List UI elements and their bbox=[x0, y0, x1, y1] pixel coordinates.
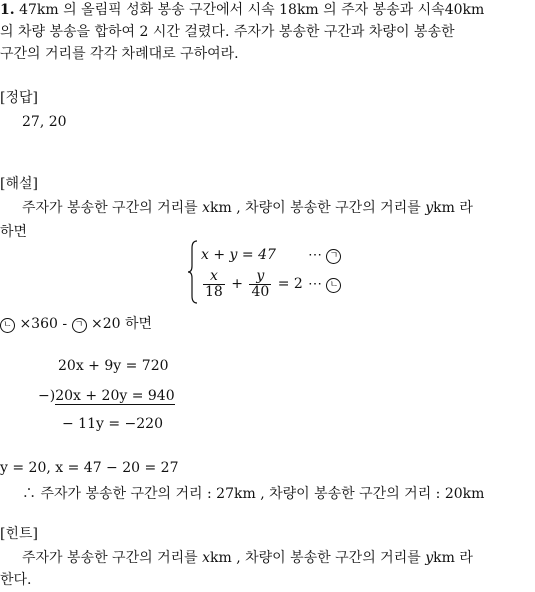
step-text-a: ×360 - bbox=[19, 316, 72, 332]
explanation-text-a: 주자가 봉송한 구간의 거리를 bbox=[22, 200, 203, 216]
answer-header: [정답] bbox=[0, 90, 38, 106]
plus-sign: + bbox=[231, 276, 244, 292]
equation-2-rhs: = 2 bbox=[277, 276, 303, 292]
equation-2 bbox=[201, 268, 303, 300]
calc-line-2-text: 20x + 20y = 940 bbox=[55, 388, 175, 404]
elimination-step bbox=[0, 314, 152, 334]
hint-text-c: km 라 bbox=[433, 550, 473, 566]
problem-text-2: 의 차량 봉송을 합하여 2 시간 걸렸다. 주자가 봉송한 구간과 차량이 봉송한 bbox=[0, 24, 455, 40]
equation-2-ref bbox=[308, 274, 341, 294]
hint-text-a: 주자가 봉송한 구간의 거리를 bbox=[22, 550, 203, 566]
problem-line-1 bbox=[0, 0, 484, 20]
problem-text-1: 47km 의 올림픽 성화 봉송 구간에서 시속 18km 의 주자 봉송과 시속40km bbox=[19, 2, 485, 18]
problem-number: 1. bbox=[0, 2, 15, 18]
therefore-line: ∴ 주자가 봉송한 구간의 거리 : 27km , 차량이 봉송한 구간의 거리 : 20km bbox=[22, 486, 485, 502]
hint-text-b: km , 차량이 봉송한 구간의 거리를 bbox=[210, 550, 426, 566]
fraction-y-40: $\frac{y}{40}$ bbox=[251, 267, 270, 300]
circled-giyeok-icon: ㄱ bbox=[72, 318, 87, 333]
calc-line-1: 20x + 9y = 720 bbox=[58, 358, 169, 374]
explanation-line-1 bbox=[22, 198, 473, 218]
var-y: y bbox=[425, 200, 434, 216]
calc-line-3: − 11y = −220 bbox=[62, 416, 163, 432]
problem-text-3: 구간의 거리를 각각 차례대로 구하여라. bbox=[0, 46, 239, 62]
circled-giyeok-icon: ㄱ bbox=[326, 249, 341, 264]
ellipsis: ⋯ bbox=[308, 276, 322, 292]
hint-header: [힌트] bbox=[0, 526, 38, 542]
explanation-line-2: 하면 bbox=[0, 224, 28, 240]
var-x: x bbox=[202, 550, 210, 566]
subtract-prefix: −) bbox=[38, 388, 56, 404]
circled-nieun-icon: ㄴ bbox=[326, 278, 341, 293]
var-x: x bbox=[202, 200, 210, 216]
var-y: y bbox=[425, 550, 434, 566]
explanation-text-b: km , 차량이 봉송한 구간의 거리를 bbox=[210, 200, 426, 216]
ellipsis: ⋯ bbox=[308, 247, 322, 263]
answer-value: 27, 20 bbox=[22, 114, 67, 130]
equation-1-ref bbox=[308, 245, 341, 265]
explanation-header: [해설] bbox=[0, 176, 38, 192]
equation-1-text: x + y = 47 bbox=[201, 247, 276, 263]
circled-nieun-icon: ㄴ bbox=[0, 318, 15, 333]
step-text-b: ×20 하면 bbox=[91, 316, 153, 332]
result-line: y = 20, x = 47 − 20 = 27 bbox=[0, 460, 179, 476]
calc-line-2 bbox=[38, 386, 175, 406]
explanation-text-c: km 라 bbox=[433, 200, 473, 216]
hint-line-1 bbox=[22, 548, 473, 568]
fraction-x-18: $\frac{x}{18}$ bbox=[205, 267, 223, 300]
hint-line-2: 한다. bbox=[0, 572, 32, 588]
equation-1 bbox=[201, 245, 276, 265]
brace-icon bbox=[188, 240, 198, 304]
